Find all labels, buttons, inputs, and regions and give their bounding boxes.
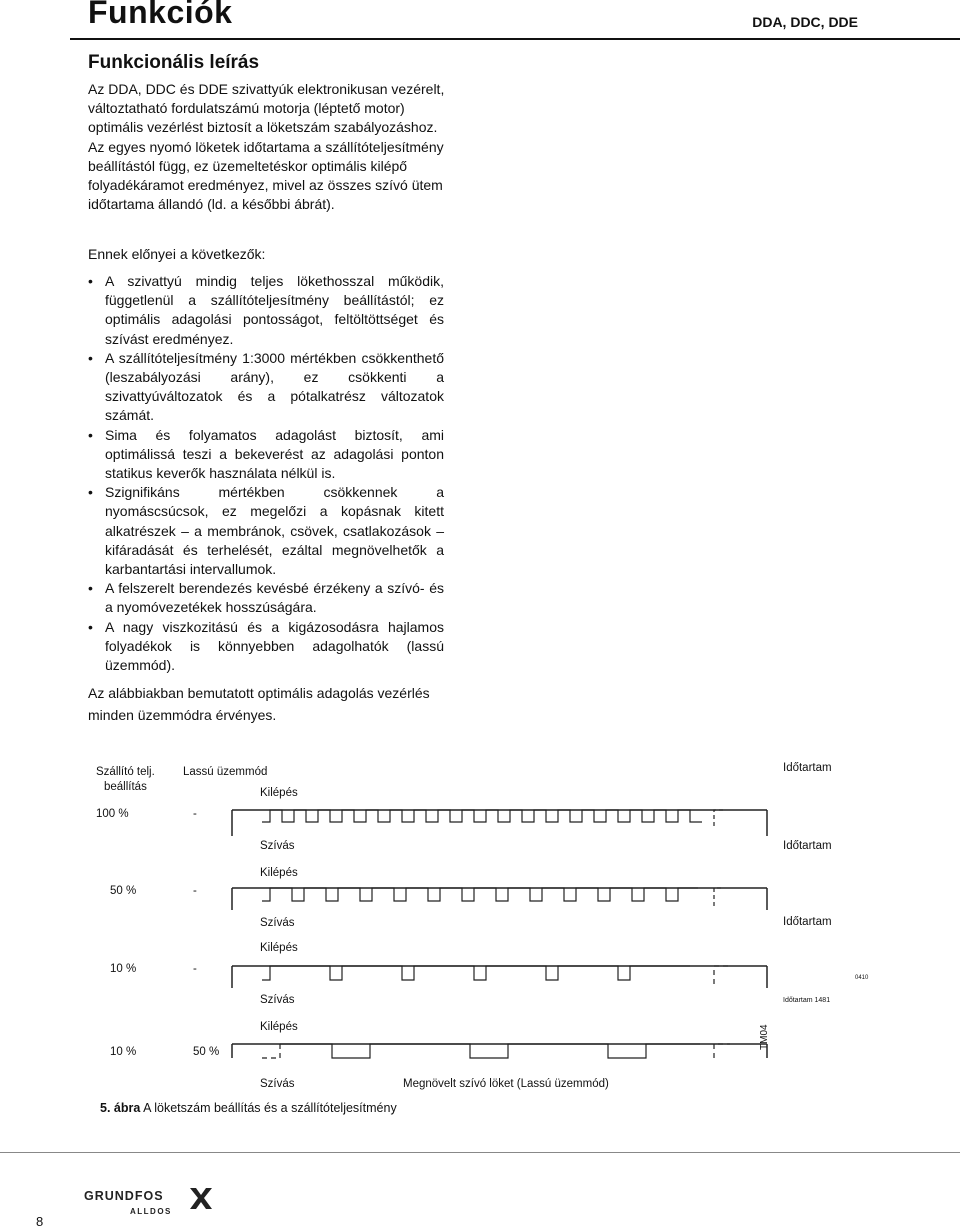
stroke-waveform <box>280 1044 700 1058</box>
list-item-text: Sima és folyamatos adagolást biztosít, ami optimálissá teszi a bekeverést az adagolási ponton statikus keverők használata nélkül is. <box>105 426 444 482</box>
section-heading: Funkcionális leírás <box>88 52 260 73</box>
col-header-setting-2: beállítás <box>104 781 147 793</box>
list-item-text: Szignifikáns mértékben csökkennek a nyomáscsúcsok, ez megelőzi a kopásnak kitett alkatrészek – a membránok, csövek, csatlakozások – kifáradását és terhelését, ezáltal megnövelhetők a karbantartási intervallumok. <box>105 484 444 578</box>
duration-label: Időtartam <box>783 840 832 852</box>
bullet-icon: • <box>88 484 93 501</box>
stroke-waveform <box>262 966 690 980</box>
list-item <box>88 349 444 426</box>
waveform-continuation <box>714 888 724 906</box>
closing-paragraph: Az alábbiakban bemutatott optimális adagolás vezérlés minden üzemmódra érvényes. <box>88 685 430 723</box>
increased-suction-label: Megnövelt szívó löket (Lassú üzemmód) <box>403 1078 609 1090</box>
list-item-text: A nagy viszkozitású és a kigázosodásra hajlamos folyadékok is könnyebben adagolhatók (lassú üzemmód). <box>105 618 444 674</box>
waveform-continuation <box>714 966 730 984</box>
row-setting: 100 % <box>96 808 129 820</box>
waveform-continuation <box>714 810 724 826</box>
figure-caption <box>100 1101 397 1115</box>
list-item <box>88 618 444 676</box>
outlet-label: Kilépés <box>260 787 298 799</box>
page-number: 8 <box>36 1214 44 1229</box>
suction-label: Szívás <box>260 917 295 929</box>
list-item-text: A felszerelt berendezés kevésbé érzékeny a szívó- és a nyomóvezetékek hosszúságára. <box>105 580 444 616</box>
outlet-label: Kilépés <box>260 867 298 879</box>
stroke-waveform <box>262 888 698 901</box>
list-item-text: A szállítóteljesítmény 1:3000 mértékben csökkenthető (leszabályozási arány), ez csökkenti a szivattyúváltozatok és a pótalkatrész változatok számát. <box>105 349 444 424</box>
duration-label: Időtartam <box>783 762 832 774</box>
figure-vertical-code: TM04 <box>759 1024 770 1050</box>
duration-label: Időtartam <box>783 916 832 928</box>
advantages-list <box>88 272 444 675</box>
duration-small-label: Időtartam 1481 <box>783 997 831 1004</box>
row-mode: - <box>193 885 197 897</box>
grundfos-logo <box>82 1184 217 1218</box>
bullet-icon: • <box>88 618 93 635</box>
product-codes: DDA, DDC, DDE <box>752 14 858 30</box>
logo-subbrand: ALLDOS <box>130 1207 172 1216</box>
bullet-icon: • <box>88 273 93 289</box>
stroke-waveform <box>262 810 702 822</box>
advantages-intro: Ennek előnyei a következők: <box>88 246 266 262</box>
stroke-timing-diagram <box>0 740 960 1100</box>
row-mode: 50 % <box>193 1046 220 1058</box>
logo-mark-icon <box>190 1188 212 1209</box>
bullet-icon: • <box>88 580 93 597</box>
page-title: Funkciók <box>88 0 233 30</box>
logo-wordmark: GRUNDFOS <box>84 1189 164 1203</box>
row-setting: 10 % <box>110 963 137 975</box>
caption-number: 5. ábra <box>100 1101 141 1115</box>
list-item <box>88 426 444 484</box>
row-mode: - <box>193 963 197 975</box>
list-item <box>88 272 444 349</box>
list-item <box>88 483 444 579</box>
row-mode: - <box>193 808 197 820</box>
title-divider <box>70 38 960 40</box>
suction-label: Szívás <box>260 1078 295 1090</box>
outlet-label: Kilépés <box>260 1021 298 1033</box>
list-item-text: A szivattyú mindig teljes lökethosszal működik, függetlenül a szállítóteljesítmény beállítástól; ez optimális adagolási pontosságot, feltöltöttséget és szívást eredményez. <box>105 273 444 347</box>
suction-label: Szívás <box>260 840 295 852</box>
bullet-icon: • <box>88 426 93 443</box>
row-setting: 50 % <box>110 885 137 897</box>
waveform-start <box>262 1044 280 1058</box>
footer-divider <box>0 1152 960 1153</box>
col-header-mode: Lassú üzemmód <box>183 766 268 778</box>
caption-text: A löketszám beállítás és a szállítóteljesítmény <box>143 1101 397 1115</box>
col-header-setting-1: Szállító telj. <box>96 766 155 778</box>
bullet-icon: • <box>88 349 93 366</box>
outlet-label: Kilépés <box>260 942 298 954</box>
suction-label: Szívás <box>260 994 295 1006</box>
row-setting: 10 % <box>110 1046 137 1058</box>
waveform-continuation <box>714 1044 730 1058</box>
figure-code: 0410 <box>855 975 869 981</box>
intro-paragraph: Az DDA, DDC és DDE szivattyúk elektronikusan vezérelt, változtatható fordulatszámú motorja (léptető motor) optimális vezérlést biztosít a löketszám szabályozáshoz. Az egyes nyomó löketek időtartama a szállítóteljesítmény beállítástól függ, ez üzemeltetéskor optimális kilépő folyadékáramot eredményez, mivel az összes szívó ütem időtartama állandó (ld. a későbbi ábrát). <box>88 81 445 213</box>
list-item <box>88 579 444 617</box>
